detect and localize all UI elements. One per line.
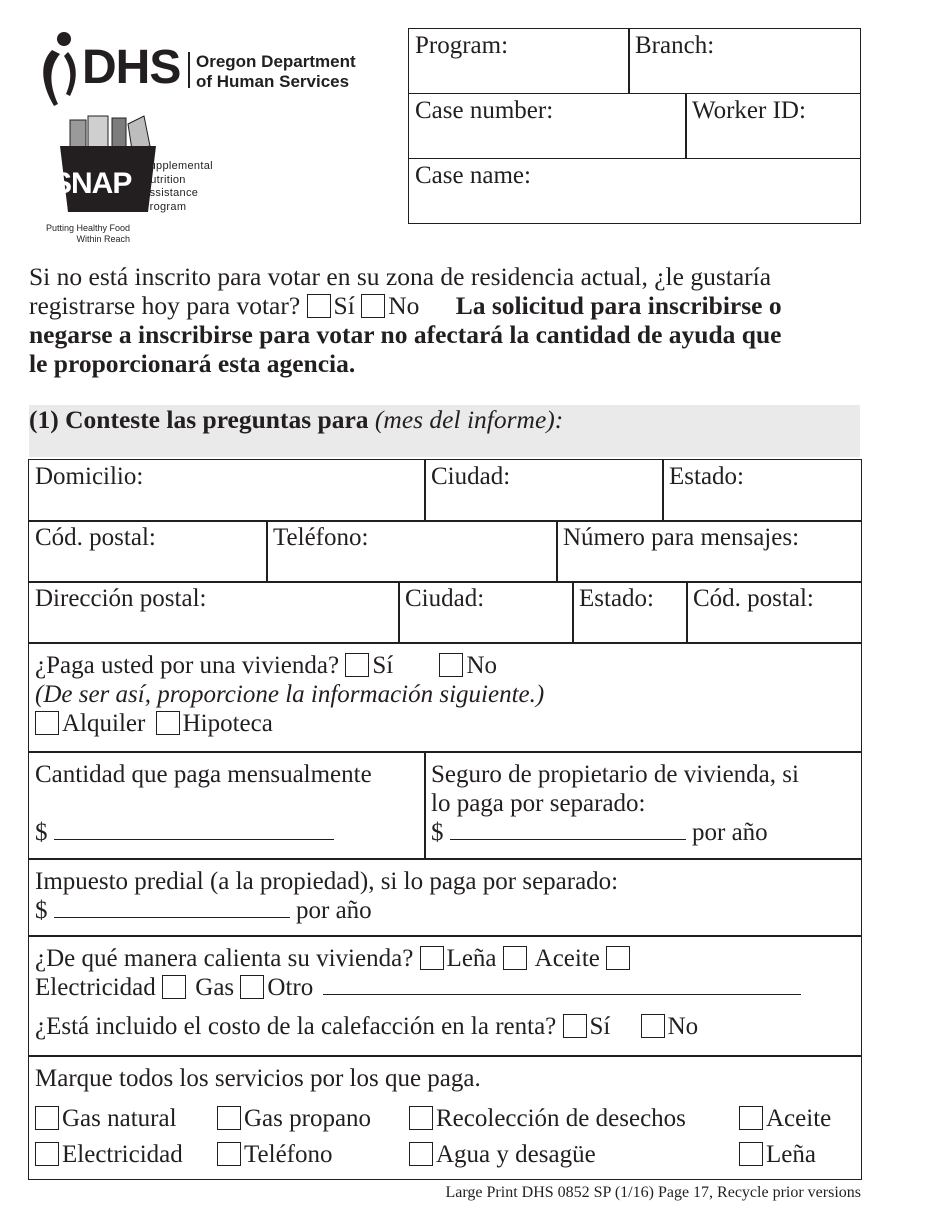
voter-yes-checkbox[interactable] bbox=[307, 294, 331, 318]
housing-no-label: No bbox=[466, 652, 497, 679]
utility-telefono-checkbox[interactable] bbox=[217, 1142, 241, 1166]
heat-electricidad-label: Electricidad bbox=[35, 974, 156, 1001]
cod-postal-2-label: Cód. postal: bbox=[693, 585, 814, 612]
heating-row-2 bbox=[35, 973, 855, 1002]
heat-gas-label: Gas bbox=[195, 974, 235, 1001]
housing-note: (De ser así, proporcione la información siguiente.) bbox=[35, 681, 545, 708]
cod-postal-2-field[interactable] bbox=[686, 581, 862, 644]
dhs-figure-icon bbox=[38, 30, 82, 110]
ciudad-postal-field[interactable] bbox=[398, 581, 574, 644]
utility-agua bbox=[409, 1140, 596, 1169]
heat-lena-checkbox[interactable] bbox=[420, 946, 444, 970]
utility-electricidad-checkbox[interactable] bbox=[35, 1142, 59, 1166]
section-1-title: (1) Conteste las preguntas para bbox=[29, 405, 369, 434]
snap-logo bbox=[30, 112, 225, 247]
home-insurance-section bbox=[424, 751, 862, 860]
dhs-divider bbox=[188, 52, 190, 88]
alquiler-checkbox[interactable] bbox=[35, 711, 59, 735]
branch-label: Branch: bbox=[635, 32, 715, 59]
utility-recoleccion-label: Recolección de desechos bbox=[436, 1105, 686, 1132]
housing-payment-section bbox=[28, 642, 862, 753]
utility-telefono bbox=[217, 1140, 333, 1169]
hipoteca-checkbox[interactable] bbox=[156, 711, 180, 735]
snap-tagline-line1: Putting Healthy Food bbox=[45, 223, 130, 233]
utility-gas-propano bbox=[217, 1104, 371, 1133]
section-1-subtitle: (mes del informe): bbox=[374, 405, 564, 434]
utility-electricidad-label: Electricidad bbox=[62, 1141, 183, 1168]
estado-field[interactable] bbox=[662, 459, 862, 522]
property-tax-per-year: por año bbox=[296, 897, 372, 924]
domicilio-field[interactable] bbox=[28, 459, 426, 522]
ciudad-postal-label: Ciudad: bbox=[405, 585, 485, 612]
utility-aceite bbox=[739, 1104, 831, 1133]
utility-recoleccion bbox=[409, 1104, 686, 1133]
utility-aceite-label: Aceite bbox=[766, 1105, 832, 1132]
alquiler-label: Alquiler bbox=[62, 710, 146, 737]
snap-tagline-line2: Within Reach bbox=[76, 234, 130, 244]
dhs-dept-line1: Oregon Department bbox=[196, 52, 356, 71]
heating-included-question: ¿Está incluido el costo de la calefacción en la renta? bbox=[35, 1013, 557, 1040]
snap-program-name bbox=[142, 160, 213, 214]
branch-field[interactable] bbox=[628, 28, 861, 94]
utilities-section bbox=[28, 1055, 862, 1180]
insurance-dollar: $ bbox=[431, 819, 444, 846]
program-label: Program: bbox=[415, 32, 509, 59]
utilities-label: Marque todos los servicios por los que paga. bbox=[35, 1065, 481, 1092]
hipoteca-label: Hipoteca bbox=[182, 710, 273, 737]
snap-wordmark: SNAP bbox=[52, 167, 132, 200]
ciudad-label: Ciudad: bbox=[431, 463, 511, 490]
utility-electricidad bbox=[35, 1140, 183, 1169]
insurance-label-line2: lo paga por separado: bbox=[431, 790, 646, 817]
ciudad-field[interactable] bbox=[424, 459, 664, 522]
voter-notice-line2: negarse a inscribirse para votar no afectará la cantidad de ayuda que bbox=[29, 320, 782, 349]
cod-postal-field[interactable] bbox=[28, 520, 268, 583]
heat-included-yes-label: Sí bbox=[589, 1013, 611, 1040]
voter-no-label: No bbox=[388, 291, 420, 320]
property-tax-section bbox=[28, 858, 862, 937]
heat-aceite-checkbox[interactable] bbox=[503, 946, 527, 970]
case-number-field[interactable] bbox=[408, 93, 687, 159]
estado-postal-label: Estado: bbox=[579, 585, 654, 612]
dhs-department-name bbox=[196, 52, 356, 92]
housing-yes-label: Sí bbox=[372, 652, 394, 679]
snap-program-line: Supplemental bbox=[142, 160, 213, 172]
monthly-amount-label: Cantidad que paga mensualmente bbox=[35, 761, 372, 788]
property-tax-row bbox=[35, 896, 855, 925]
voter-question-text: registrarse hoy para votar? bbox=[29, 291, 301, 320]
section-1-header bbox=[29, 405, 860, 457]
program-field[interactable] bbox=[408, 28, 630, 94]
direccion-postal-label: Dirección postal: bbox=[35, 585, 207, 612]
voter-notice-line3: le proporcionará esta agencia. bbox=[29, 349, 356, 378]
monthly-amount-input[interactable] bbox=[54, 818, 334, 840]
estado-label: Estado: bbox=[669, 463, 744, 490]
utility-gas-natural bbox=[35, 1104, 177, 1133]
snap-tagline bbox=[40, 223, 130, 245]
direccion-postal-field[interactable] bbox=[28, 581, 400, 644]
monthly-amount-section bbox=[28, 751, 426, 860]
estado-postal-field[interactable] bbox=[572, 581, 688, 644]
property-tax-input[interactable] bbox=[54, 896, 290, 918]
housing-no-checkbox[interactable] bbox=[439, 653, 463, 677]
insurance-label-line1: Seguro de propietario de vivienda, si bbox=[431, 761, 799, 788]
utility-gas-propano-checkbox[interactable] bbox=[217, 1106, 241, 1130]
utility-gas-natural-checkbox[interactable] bbox=[35, 1106, 59, 1130]
utility-aceite-checkbox[interactable] bbox=[739, 1106, 763, 1130]
numero-mensajes-field[interactable] bbox=[556, 520, 862, 583]
heat-otro-label: Otro bbox=[267, 974, 314, 1001]
snap-program-line: Nutrition bbox=[142, 173, 186, 186]
dhs-logo bbox=[38, 30, 383, 110]
utility-gas-propano-label: Gas propano bbox=[244, 1105, 372, 1132]
insurance-amount-row bbox=[431, 818, 855, 847]
utility-lena-checkbox[interactable] bbox=[739, 1142, 763, 1166]
insurance-amount-input[interactable] bbox=[450, 818, 686, 840]
numero-mensajes-label: Número para mensajes: bbox=[563, 524, 800, 551]
dhs-acronym: DHS bbox=[82, 41, 181, 94]
heat-included-yes-checkbox[interactable] bbox=[563, 1014, 587, 1038]
telefono-label: Teléfono: bbox=[273, 524, 369, 551]
dhs-dept-line2: of Human Services bbox=[196, 72, 350, 91]
heat-included-no-label: No bbox=[667, 1013, 699, 1040]
housing-question-row bbox=[35, 651, 855, 680]
heat-gas-checkbox[interactable] bbox=[162, 975, 186, 999]
domicilio-label: Domicilio: bbox=[35, 463, 144, 490]
monthly-dollar: $ bbox=[35, 819, 48, 846]
voter-registration-section bbox=[29, 262, 869, 378]
voter-notice-line1: La solicitud para inscribirse o bbox=[455, 291, 782, 320]
utility-lena-label: Leña bbox=[766, 1141, 816, 1168]
heating-included-row bbox=[35, 1012, 855, 1041]
telefono-field[interactable] bbox=[266, 520, 558, 583]
snap-program-line: Program bbox=[142, 200, 187, 213]
case-name-label: Case name: bbox=[415, 162, 531, 189]
heating-question: ¿De qué manera calienta su vivienda? bbox=[35, 945, 414, 972]
utility-agua-checkbox[interactable] bbox=[409, 1142, 433, 1166]
housing-type-row bbox=[35, 709, 855, 738]
voter-yes-label: Sí bbox=[333, 291, 355, 320]
utility-gas-natural-label: Gas natural bbox=[62, 1105, 177, 1132]
worker-id-label: Worker ID: bbox=[692, 97, 806, 124]
heat-otro-checkbox[interactable] bbox=[240, 975, 264, 999]
voter-no-checkbox[interactable] bbox=[361, 294, 385, 318]
case-name-field[interactable] bbox=[408, 158, 861, 224]
case-number-label: Case number: bbox=[415, 97, 554, 124]
property-tax-dollar: $ bbox=[35, 897, 48, 924]
monthly-amount-row bbox=[35, 818, 419, 847]
heating-question-row bbox=[35, 944, 855, 973]
voter-question-line2 bbox=[29, 291, 869, 320]
insurance-per-year: por año bbox=[692, 819, 768, 846]
heat-lena-label: Leña bbox=[446, 945, 497, 972]
utility-agua-label: Agua y desagüe bbox=[436, 1141, 596, 1168]
heat-electricidad-checkbox[interactable] bbox=[606, 946, 630, 970]
heating-section bbox=[28, 935, 862, 1057]
snap-program-line: Assistance bbox=[142, 187, 199, 199]
worker-id-field[interactable] bbox=[685, 93, 861, 159]
voter-question-line1: Si no está inscrito para votar en su zona de residencia actual, ¿le gustaría bbox=[29, 262, 772, 291]
heat-aceite-label: Aceite bbox=[534, 945, 600, 972]
page-footer: Large Print DHS 0852 SP (1/16) Page 17, Recycle prior versions bbox=[445, 1184, 861, 1201]
heat-included-no-checkbox[interactable] bbox=[641, 1014, 665, 1038]
cod-postal-label: Cód. postal: bbox=[35, 524, 156, 551]
housing-yes-checkbox[interactable] bbox=[345, 653, 369, 677]
property-tax-label: Impuesto predial (a la propiedad), si lo paga por separado: bbox=[35, 868, 619, 895]
utility-lena bbox=[739, 1140, 816, 1169]
utility-recoleccion-checkbox[interactable] bbox=[409, 1106, 433, 1130]
housing-question: ¿Paga usted por una vivienda? bbox=[35, 652, 340, 679]
utility-telefono-label: Teléfono bbox=[244, 1141, 333, 1168]
heat-otro-input[interactable] bbox=[323, 973, 801, 995]
